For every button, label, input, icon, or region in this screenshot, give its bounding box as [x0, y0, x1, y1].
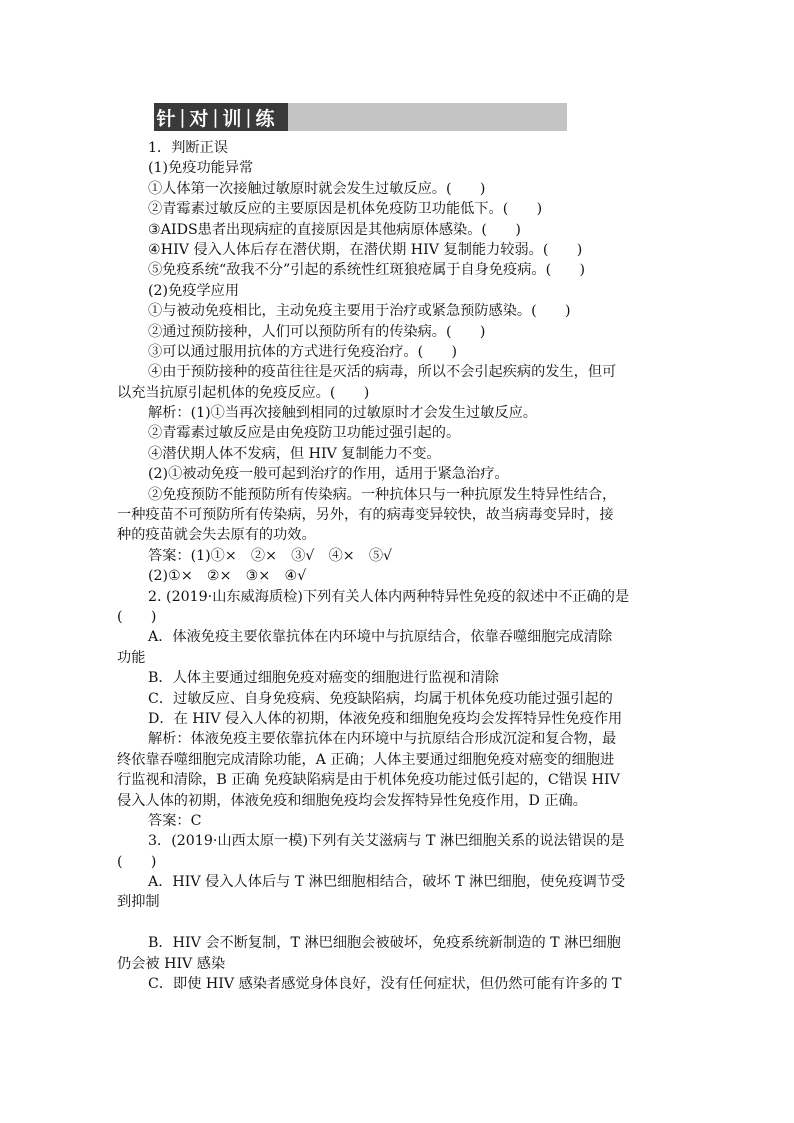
- text-line: 答案：C: [148, 812, 202, 829]
- text-line: 种的疫苗就会失去原有的功效。: [117, 527, 316, 544]
- text-line: ( ): [117, 608, 157, 625]
- text-line: 解析：(1)①当再次接触到相同的过敏原时才会发生过敏反应。: [148, 405, 537, 422]
- blank-line: [117, 913, 679, 933]
- text-line: 2. (2019·山东威海质检)下列有关人体内两种特异性免疫的叙述中不正确的是: [148, 588, 630, 605]
- title-char-2: 对: [189, 107, 209, 130]
- title-separator: |: [212, 106, 219, 128]
- text-line: 答案：(1)①× ②× ③√ ④× ⑤√: [148, 547, 393, 564]
- text-line: B．HIV 会不断复制，T 淋巴细胞会被破坏，免疫系统新制造的 T 淋巴细胞: [148, 935, 621, 952]
- text-line: ④潜伏期人体不发病，但 HIV 复制能力不变。: [148, 445, 441, 462]
- document-body: [117, 138, 679, 994]
- text-line: 解析：体液免疫主要依靠抗体在内环境中与抗原结合形成沉淀和复合物，最: [148, 731, 617, 748]
- text-line: B．人体主要通过细胞免疫对癌变的细胞进行监视和清除: [148, 670, 499, 687]
- text-line: ②免疫预防不能预防所有传染病。一种抗体只与一种抗原发生特异性结合，: [148, 486, 617, 503]
- text-line: 到抑制: [117, 894, 160, 911]
- title-char-1: 针: [156, 107, 176, 130]
- text-line: ②青霉素过敏反应的主要原因是机体免疫防卫功能低下。( ): [148, 201, 543, 218]
- text-line: 功能: [117, 649, 146, 666]
- text-line: ③AIDS患者出现病症的直接原因是其他病原体感染。( ): [148, 221, 521, 238]
- text-line: ②青霉素过敏反应是由免疫防卫功能过强引起的。: [148, 425, 461, 442]
- text-line: ①人体第一次接触过敏原时就会发生过敏反应。( ): [148, 180, 486, 197]
- title-separator: |: [245, 106, 252, 128]
- text-line: ④由于预防接种的疫苗往往是灭活的病毒，所以不会引起疾病的发生，但可: [148, 364, 617, 381]
- text-line: ( ): [117, 853, 157, 870]
- text-line: 一种疫苗不可预防所有传染病，另外，有的病毒变异较快，故当病毒变异时，接: [117, 507, 614, 524]
- text-line: 侵入人体的初期，体液免疫和细胞免疫均会发挥特异性免疫作用，D 正确。: [117, 792, 587, 809]
- title-separator: |: [179, 106, 186, 128]
- text-line: C．过敏反应、自身免疫病、免疫缺陷病，均属于机体免疫功能过强引起的: [148, 690, 613, 707]
- text-line: ③可以通过服用抗体的方式进行免疫治疗。( ): [148, 343, 458, 360]
- text-line: ②通过预防接种，人们可以预防所有的传染病。( ): [148, 323, 486, 340]
- text-line: A．HIV 侵入人体后与 T 淋巴细胞相结合，破坏 T 淋巴细胞，使免疫调节受: [148, 874, 626, 891]
- text-line: D．在 HIV 侵入人体的初期，体液免疫和细胞免疫均会发挥特异性免疫作用: [148, 710, 623, 727]
- text-line: ⑤免疫系统“敌我不分”引起的系统性红斑狼疮属于自身免疫病。( ): [148, 262, 586, 279]
- text-line: 1．判断正误: [148, 140, 228, 156]
- title-char-4: 练: [255, 107, 275, 130]
- text-line: 仍会被 HIV 感染: [117, 955, 226, 972]
- text-line: 行监视和清除，B 正确 免疫缺陷病是由于机体免疫功能过低引起的，C错误 HIV: [117, 772, 620, 789]
- text-line: ④HIV 侵入人体后存在潜伏期，在潜伏期 HIV 复制能力较弱。( ): [148, 241, 583, 258]
- text-line: A．体液免疫主要依靠抗体在内环境中与抗原结合，依靠吞噬细胞完成清除: [148, 629, 613, 646]
- text-line: 3．(2019·山西太原一模)下列有关艾滋病与 T 淋巴细胞关系的说法错误的是: [148, 833, 625, 850]
- text-line: C．即使 HIV 感染者感觉身体良好，没有任何症状，但仍然可能有许多的 T: [148, 976, 622, 993]
- text-line: ①与被动免疫相比，主动免疫主要用于治疗或紧急预防感染。( ): [148, 303, 571, 320]
- section-banner: [154, 103, 567, 131]
- section-title: [154, 103, 288, 131]
- text-line: 以充当抗原引起机体的免疫反应。( ): [117, 384, 370, 401]
- text-line: (1)免疫功能异常: [148, 160, 254, 177]
- title-char-3: 训: [222, 107, 242, 130]
- text-line: 终依靠吞噬细胞完成清除功能，A 正确；人体主要通过细胞免疫对癌变的细胞进: [117, 751, 615, 768]
- text-line: (2)免疫学应用: [148, 282, 240, 299]
- text-line: (2)①× ②× ③× ④√: [148, 568, 307, 585]
- text-line: (2)①被动免疫一般可起到治疗的作用，适用于紧急治疗。: [148, 466, 509, 483]
